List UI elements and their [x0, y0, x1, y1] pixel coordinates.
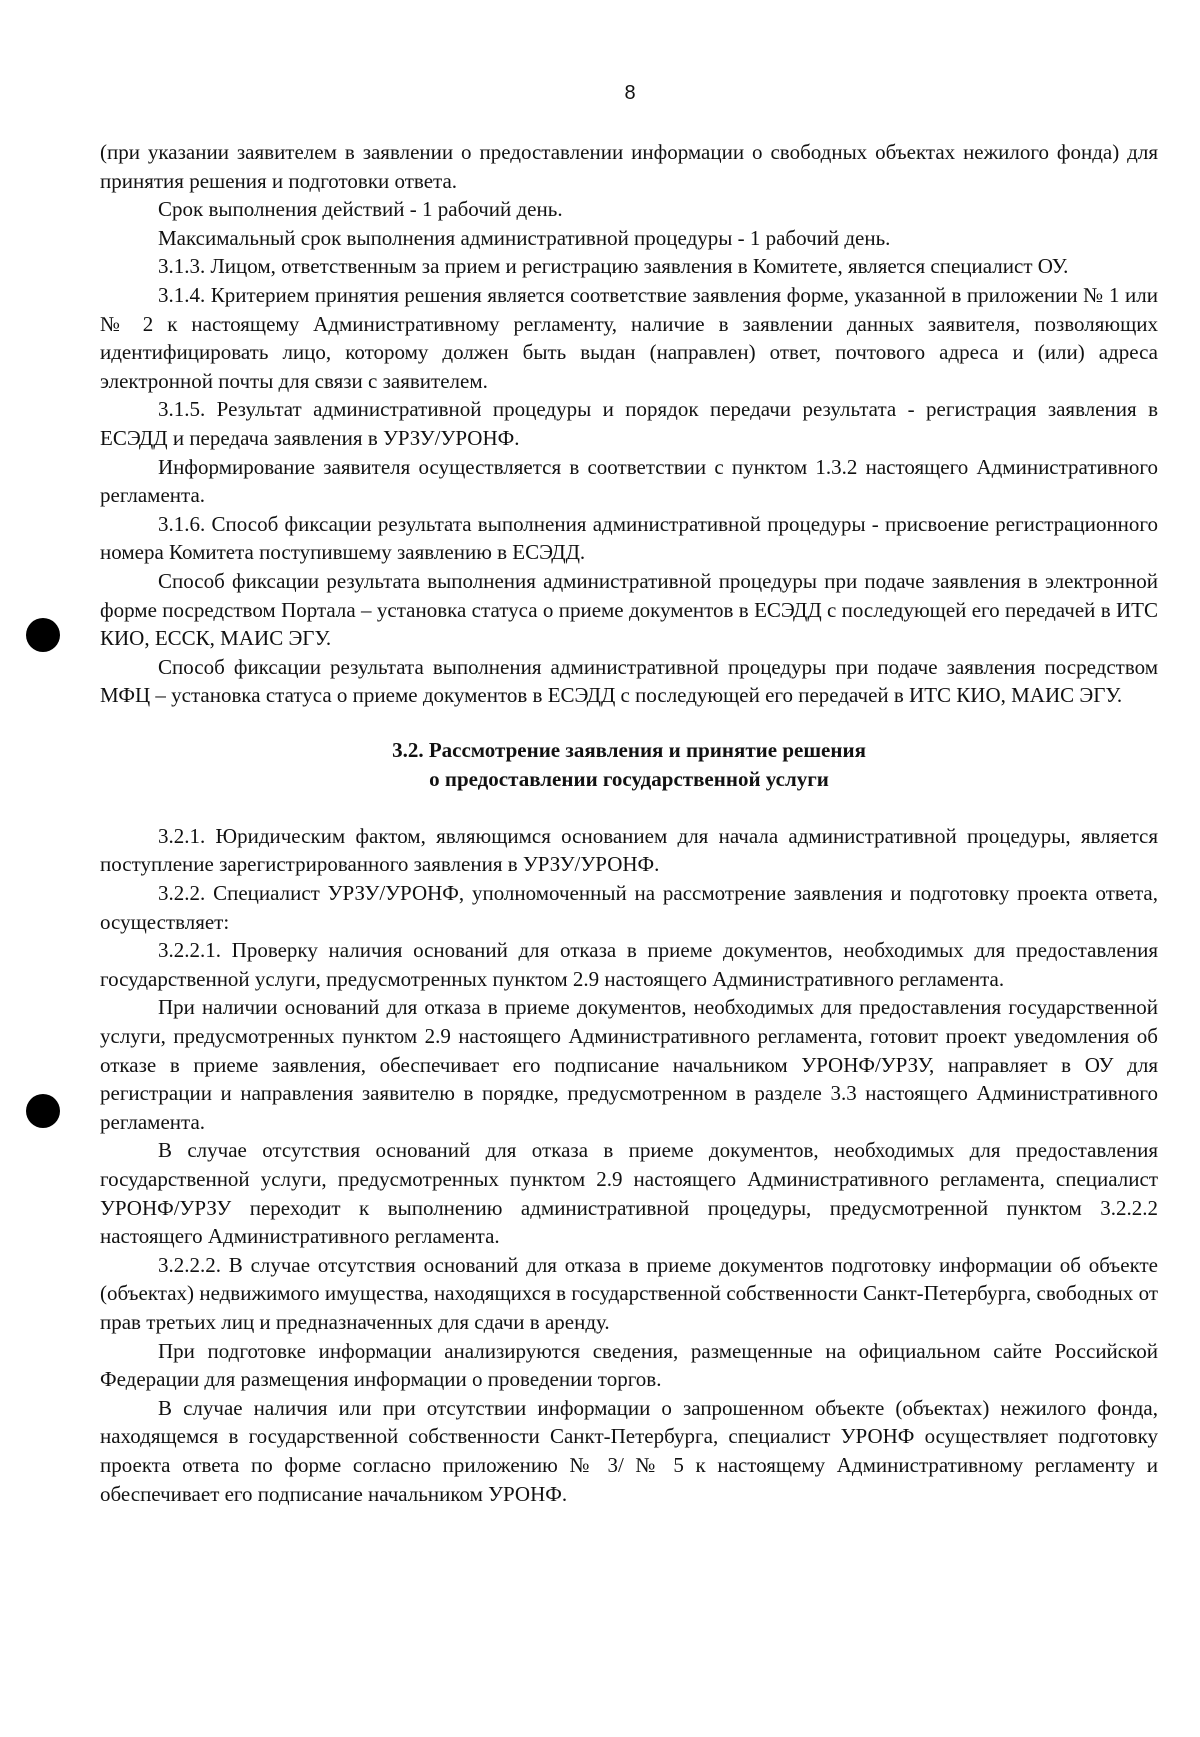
section-heading: [100, 736, 1158, 794]
section-heading-line-1: 3.2. Рассмотрение заявления и принятие решения: [392, 737, 866, 762]
paragraph: 3.1.6. Способ фиксации результата выполнения административной процедуры - присвоение регистрационного номера Комитета поступившему заявлению в ЕСЭДД.: [100, 511, 1158, 565]
section-3-1-continued: [100, 138, 1158, 710]
paragraph: 3.2.2.1. Проверку наличия оснований для отказа в приеме документов, необходимых для предоставления государственной услуги, предусмотренных пунктом 2.9 настоящего Административного регламента.: [100, 938, 1158, 991]
paragraph: Информирование заявителя осуществляется в соответствии с пунктом 1.3.2 настоящего Административного регламента.: [100, 454, 1158, 508]
paragraph: При наличии оснований для отказа в приеме документов, необходимых для предоставления государственной услуги, предусмотренных пунктом 2.9 настоящего Административного регламента, готовит проект уведомления об отказе в приеме заявления, обеспечивает его подписание начальником УРОНФ/УРЗУ, направляет в ОУ для регистрации и направления заявителю в порядке, предусмотренном в разделе 3.3 настоящего Административного регламента.: [100, 995, 1158, 1134]
paragraph: 3.2.2.2. В случае отсутствия оснований для отказа в приеме документов подготовку информации об объекте (объектах) недвижимого имущества, находящихся в государственной собственности Санкт-Петербурга, свободных от прав третьих лиц и предназначенных для сдачи в аренду.: [100, 1252, 1158, 1334]
paragraph: В случае наличия или при отсутствии информации о запрошенном объекте (объектах) нежилого фонда, находящемся в государственной собственности Санкт-Петербурга, специалист УРОНФ осуществляет подготовку проекта ответа по форме согласно приложению № 3/ № 5 к настоящему Административному регламенту и обеспечивает его подписание начальником УРОНФ.: [100, 1395, 1158, 1506]
paragraph: При подготовке информации анализируются сведения, размещенные на официальном сайте Российской Федерации для размещения информации о проведении торгов.: [100, 1338, 1158, 1392]
paragraph: Способ фиксации результата выполнения административной процедуры при подаче заявления посредством МФЦ – установка статуса о приеме документов в ЕСЭДД с последующей его передачей в ИТС КИО, МАИС ЭГУ.: [100, 654, 1158, 708]
section-heading-line-2: о предоставлении государственной услуги: [429, 766, 829, 791]
paragraph: Срок выполнения действий - 1 рабочий день.: [158, 197, 563, 222]
document-body: [100, 138, 1158, 1508]
paragraph: 3.1.4. Критерием принятия решения является соответствие заявления форме, указанной в приложении № 1 или № 2 к настоящему Административному регламенту, наличие в заявлении данных заявителя, позволяющих идентифицировать лицо, которому должен быть выдан (направлен) ответ, почтового адреса и (или) адреса электронной почты для связи с заявителем.: [100, 282, 1158, 393]
paragraph: В случае отсутствия оснований для отказа в приеме документов, необходимых для предоставления государственной услуги, предусмотренных пунктом 2.9 настоящего Административного регламента, специалист УРОНФ/УРЗУ переходит к выполнению административной процедуры, предусмотренной пунктом 3.2.2.2 настоящего Административного регламента.: [100, 1138, 1158, 1249]
punch-hole-mark: [26, 618, 60, 652]
paragraph: Способ фиксации результата выполнения административной процедуры при подаче заявления в электронной форме посредством Портала – установка статуса о приеме документов в ЕСЭДД с последующей его передачей в ИТС КИО, ЕССК, МАИС ЭГУ.: [100, 568, 1158, 651]
paragraph: (при указании заявителем в заявлении о предоставлении информации о свободных объектах нежилого фонда) для принятия решения и подготовки ответа.: [100, 140, 1158, 193]
section-3-2: [100, 822, 1158, 1508]
page-number: 8: [624, 82, 636, 104]
paragraph: Максимальный срок выполнения административной процедуры - 1 рабочий день.: [158, 225, 891, 250]
paragraph: 3.1.5. Результат административной процедуры и порядок передачи результата - регистрация заявления в ЕСЭДД и передача заявления в УРЗУ/УРОНФ.: [100, 397, 1158, 450]
punch-hole-mark: [26, 1094, 60, 1128]
paragraph: 3.1.3. Лицом, ответственным за прием и регистрацию заявления в Комитете, является специалист ОУ.: [158, 254, 1069, 279]
paragraph: 3.2.2. Специалист УРЗУ/УРОНФ, уполномоченный на рассмотрение заявления и подготовку проекта ответа, осуществляет:: [100, 881, 1158, 934]
paragraph: 3.2.1. Юридическим фактом, являющимся основанием для начала административной процедуры, является поступление зарегистрированного заявления в УРЗУ/УРОНФ.: [100, 823, 1158, 877]
